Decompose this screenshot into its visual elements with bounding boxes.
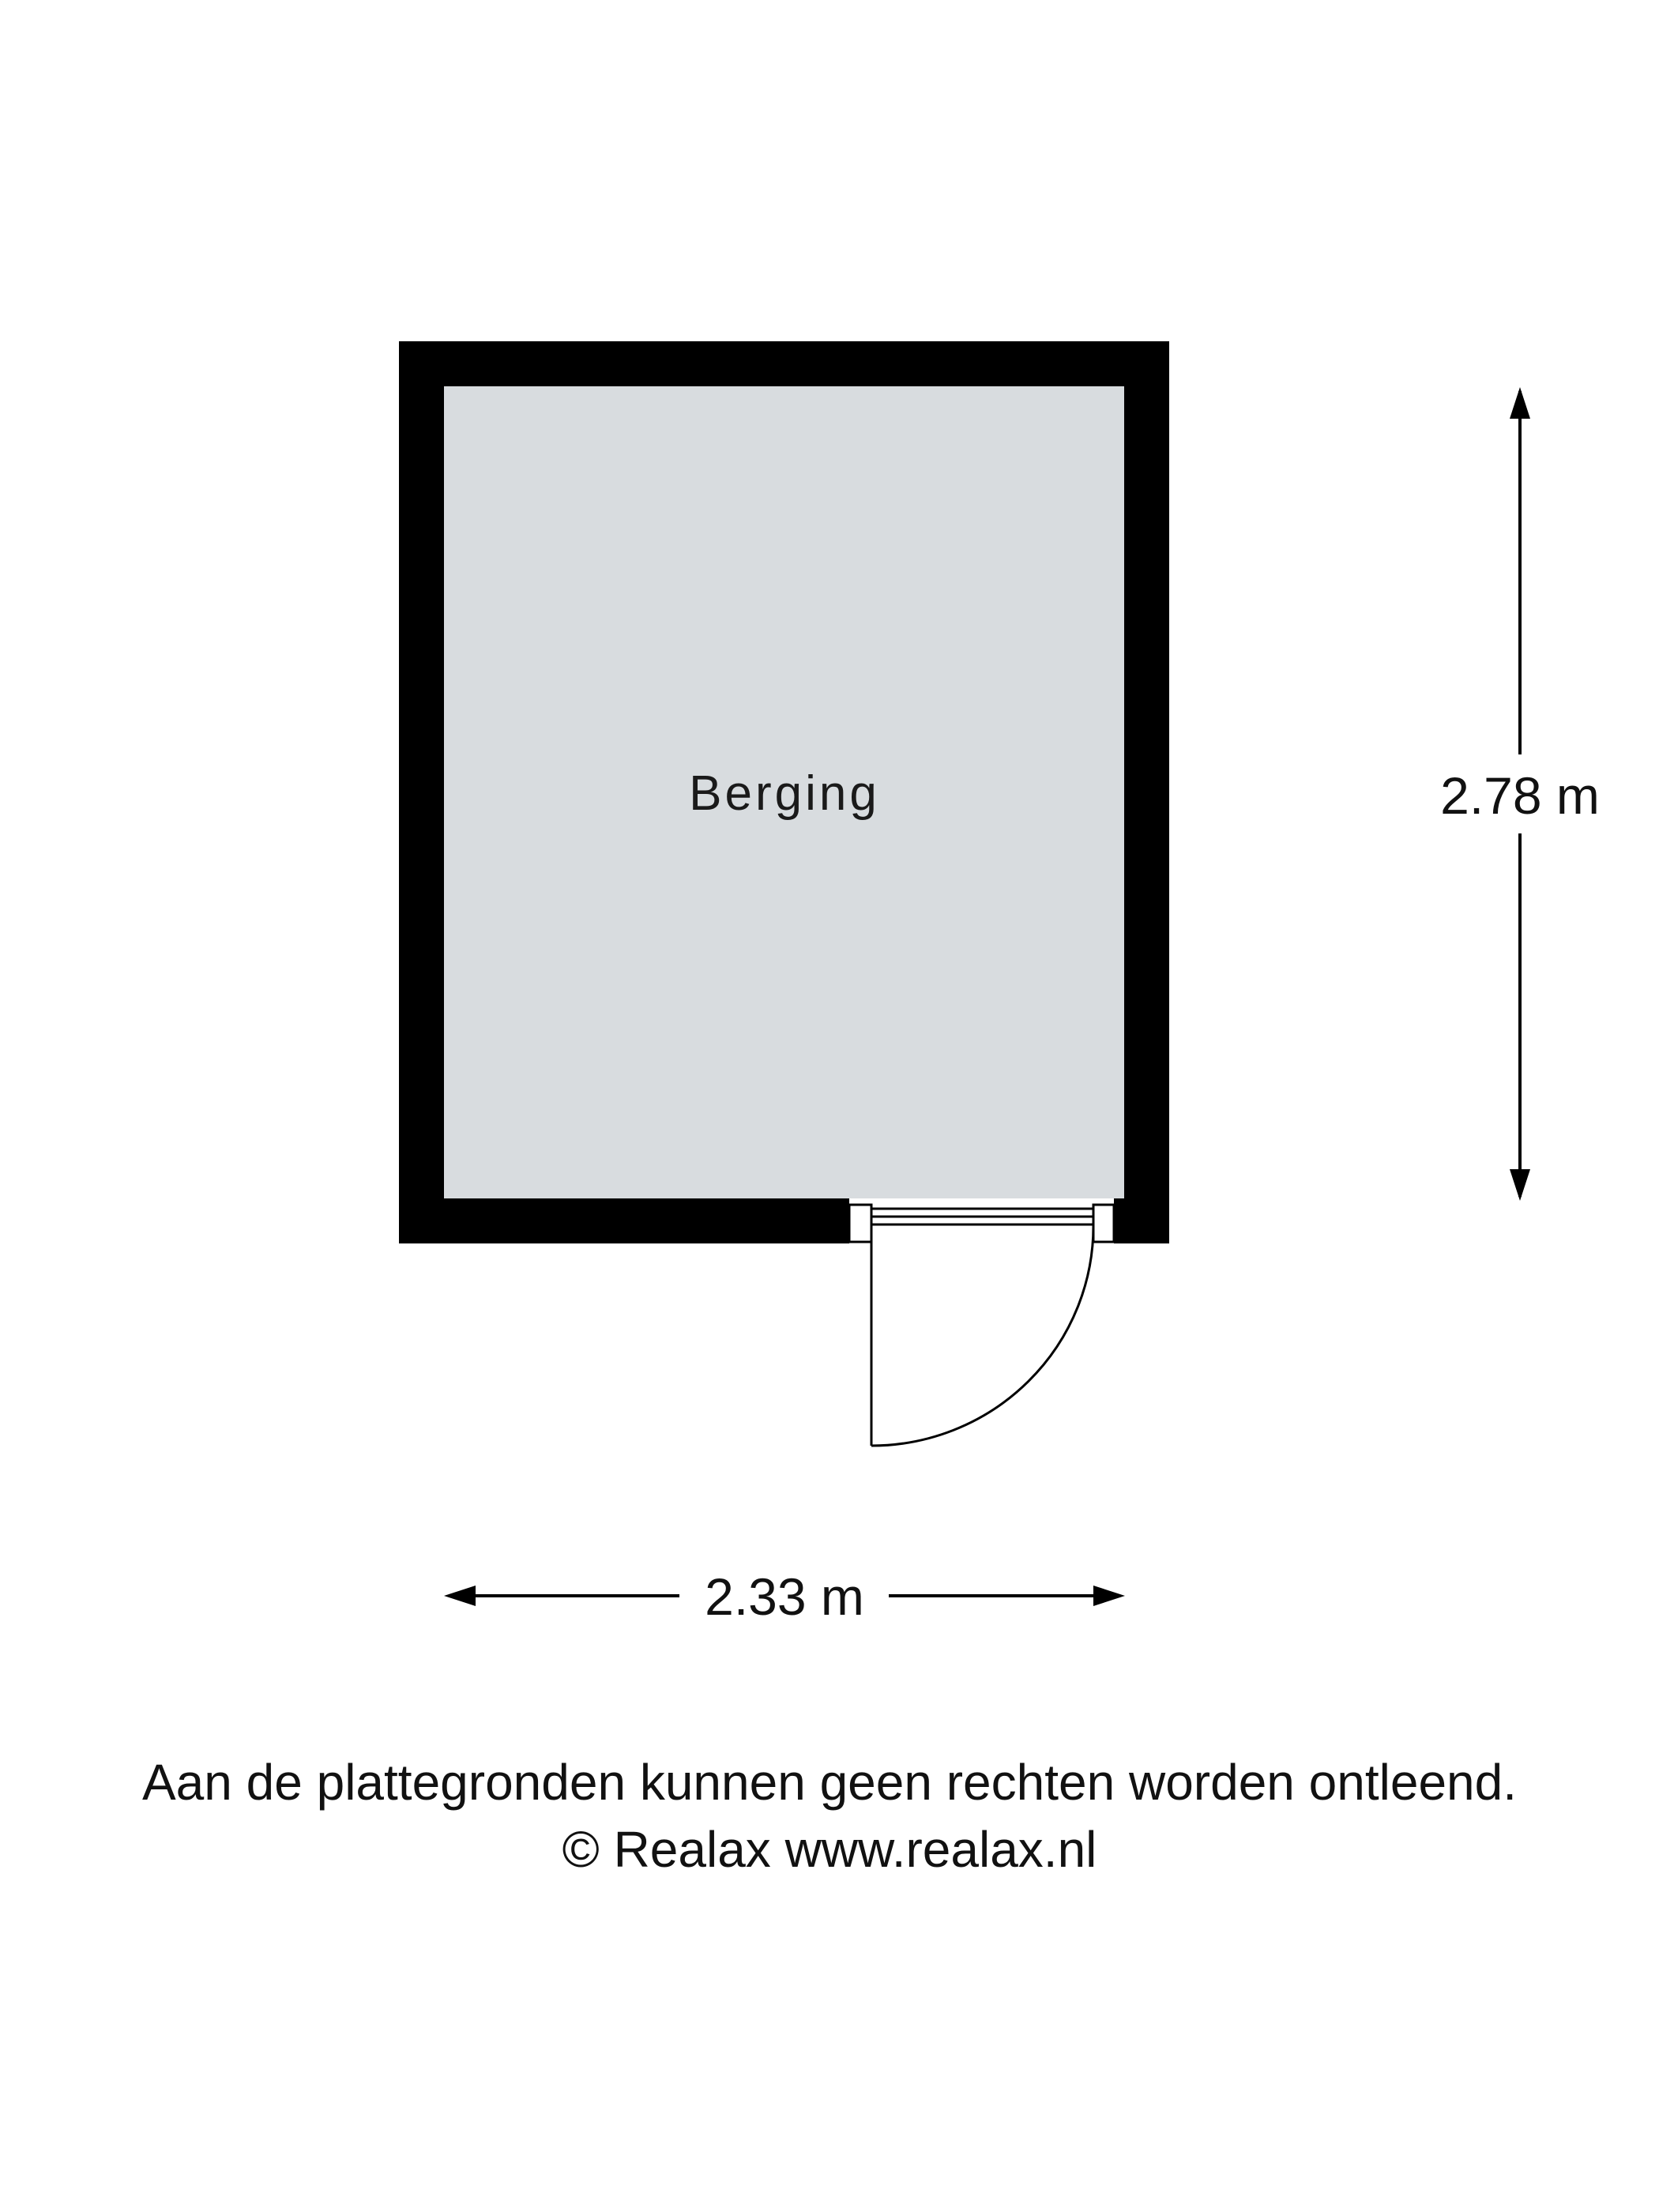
door <box>849 1205 1114 1446</box>
height-dimension-label: 2.78 m <box>1440 766 1600 825</box>
door-frame-right <box>1093 1205 1114 1242</box>
door-swing-arc <box>871 1226 1093 1446</box>
disclaimer-text: Aan de plattegronden kunnen geen rechten worden ontleend. <box>141 1754 1518 1811</box>
arrow-down-icon <box>1510 1169 1530 1201</box>
height-dimension <box>1440 387 1600 1201</box>
arrow-up-icon <box>1510 387 1530 419</box>
door-frame-left <box>849 1205 871 1242</box>
width-dimension <box>444 1567 1125 1626</box>
arrow-left-icon <box>444 1586 476 1606</box>
wall-bottom-right <box>1114 1198 1169 1243</box>
arrow-right-icon <box>1093 1586 1125 1606</box>
wall-bottom-left <box>399 1198 849 1243</box>
wall-top <box>399 341 1169 386</box>
width-dimension-label: 2.33 m <box>705 1567 864 1626</box>
room-label: Berging <box>689 766 880 821</box>
copyright-text: © Realax www.realax.nl <box>562 1821 1097 1878</box>
wall-left <box>399 341 444 1243</box>
wall-right <box>1124 341 1169 1243</box>
